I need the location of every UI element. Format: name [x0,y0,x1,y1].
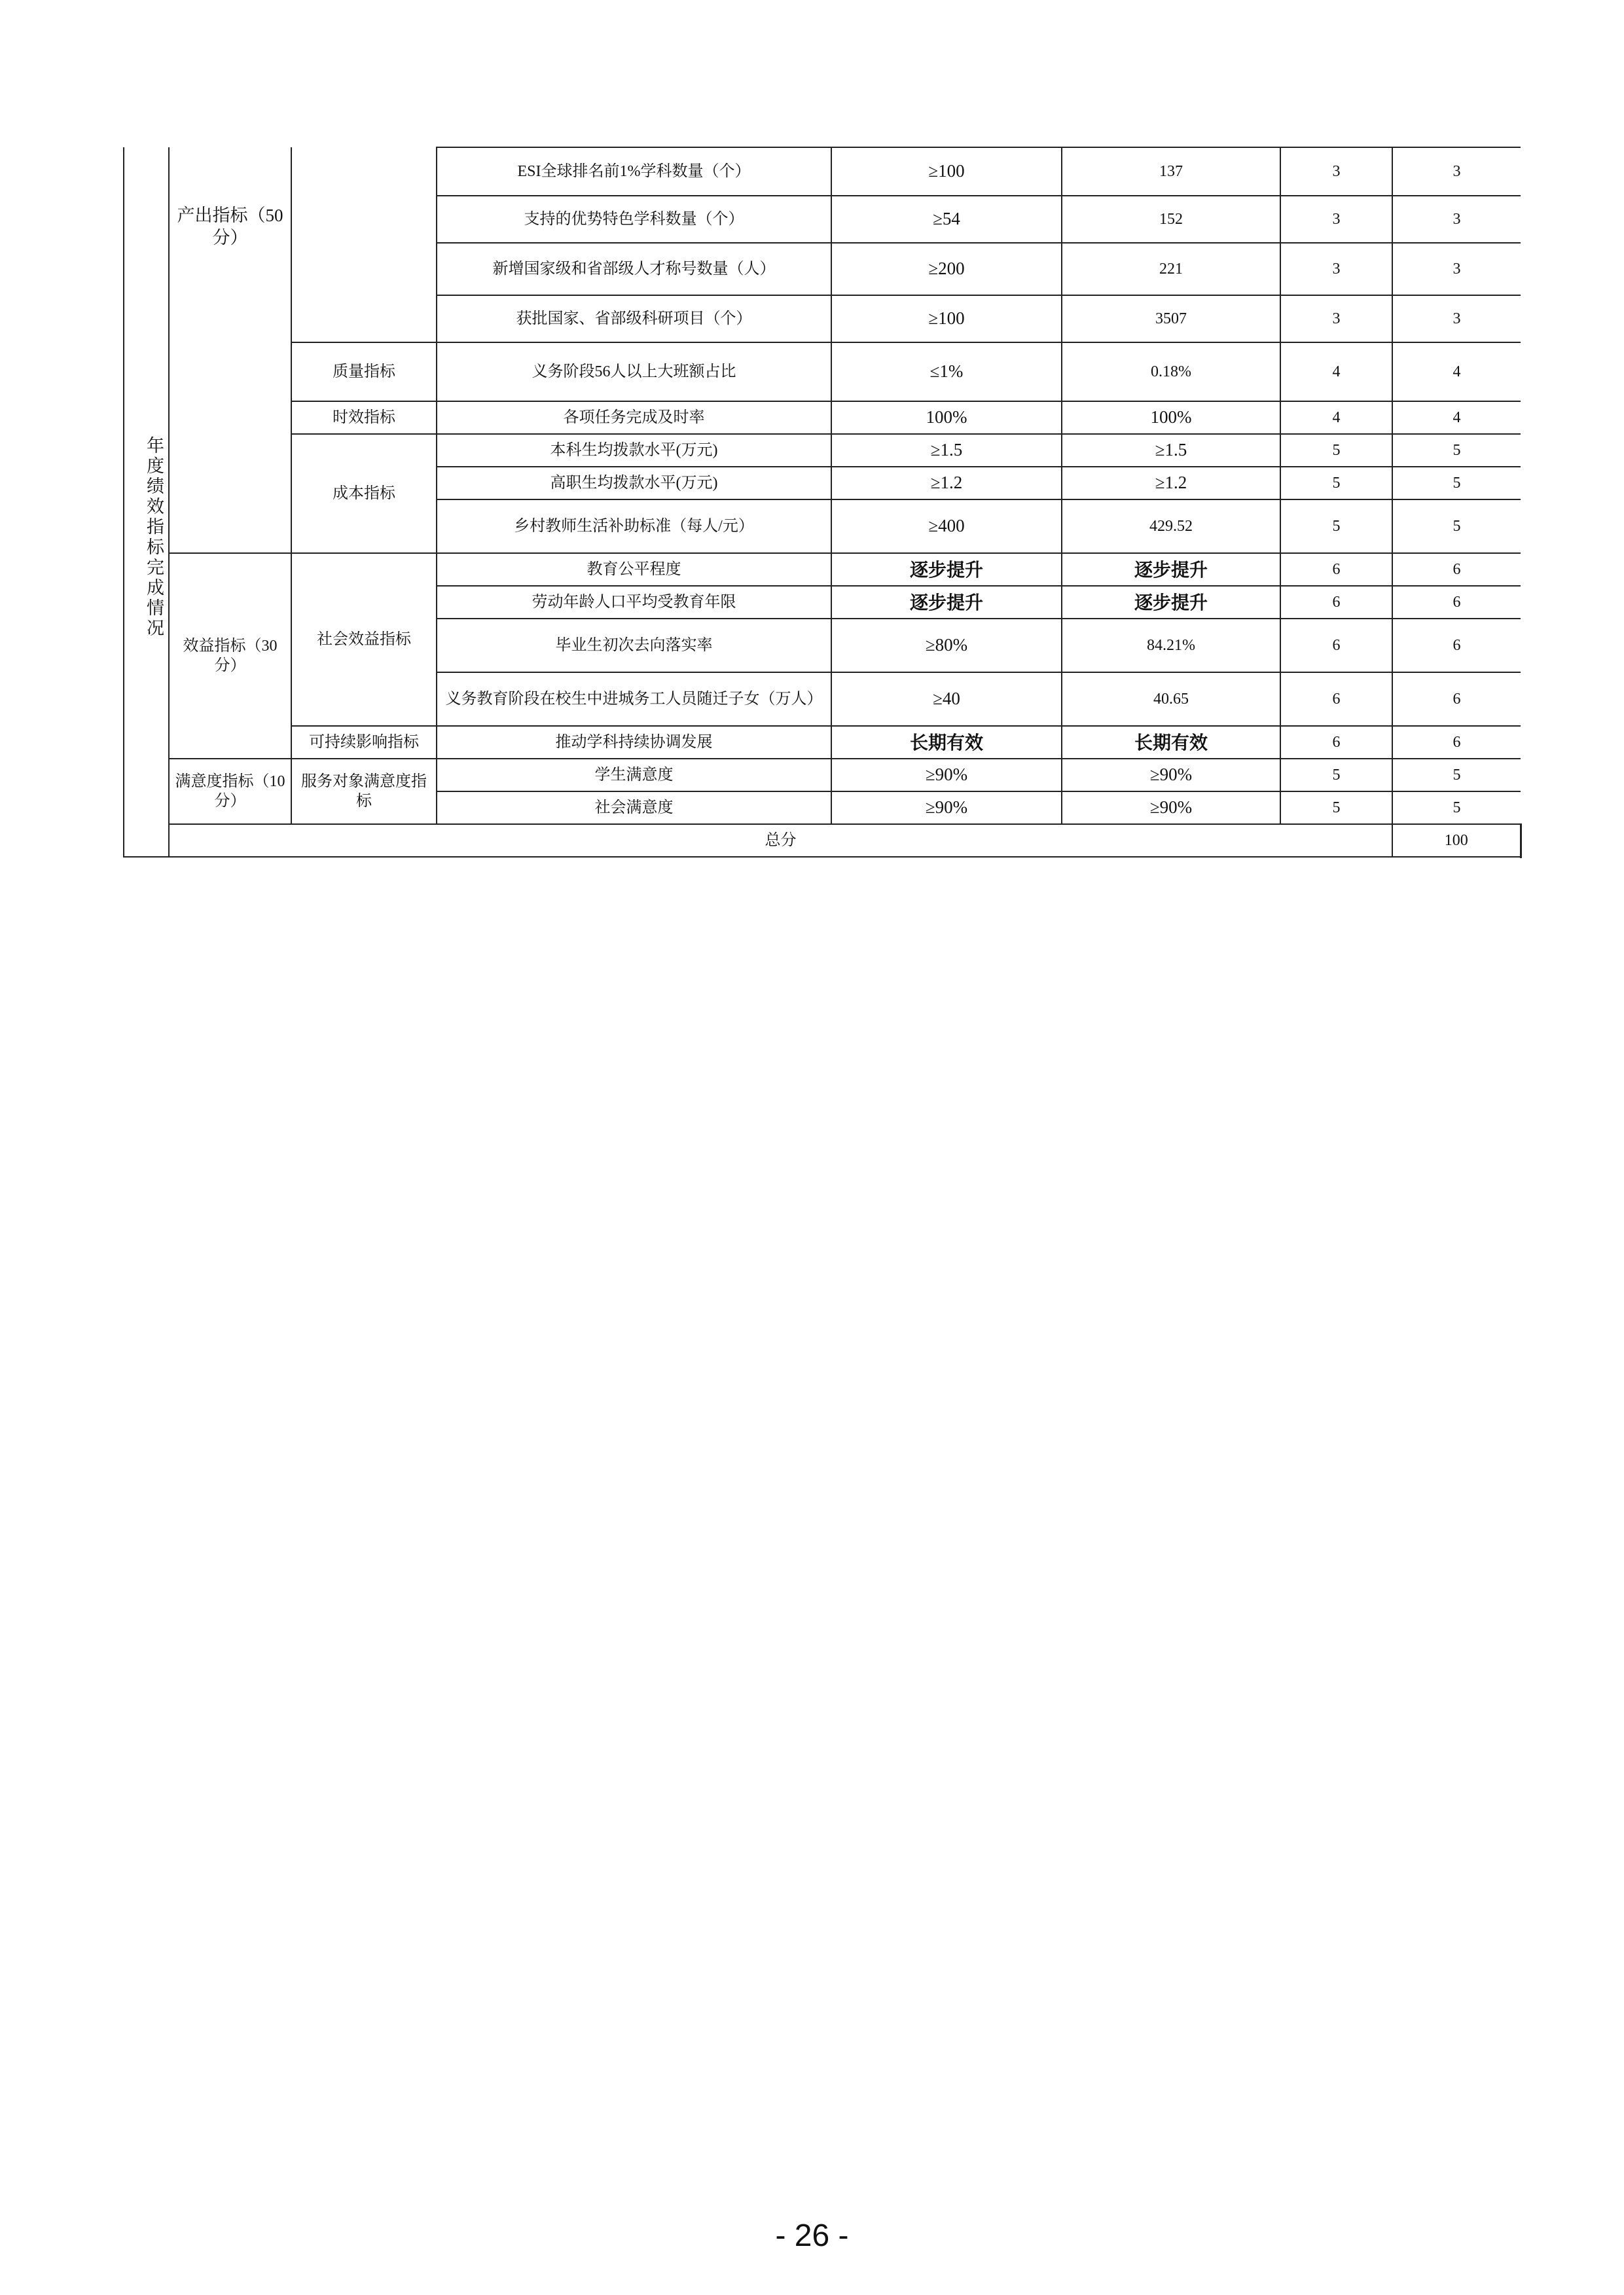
target-value: ≥100 [831,295,1062,342]
table-row [124,147,1521,196]
weight-value: 5 [1280,434,1392,467]
indicator-name: 毕业生初次去向落实率 [437,619,831,672]
indicator-name: 义务阶段56人以上大班额占比 [437,342,831,401]
target-value: ≥90% [831,791,1062,824]
weight-value: 6 [1280,672,1392,726]
target-value: 长期有效 [831,726,1062,759]
score-value: 5 [1392,467,1521,499]
target-value: ≥54 [831,196,1062,243]
level2-quality: 质量指标 [291,342,437,401]
target-value: ≥100 [831,147,1062,196]
actual-value: 逐步提升 [1062,586,1280,619]
actual-value: 137 [1062,147,1280,196]
indicator-name: 义务教育阶段在校生中进城务工人员随迁子女（万人） [437,672,831,726]
actual-value: 逐步提升 [1062,553,1280,586]
target-value: 逐步提升 [831,586,1062,619]
weight-value: 6 [1280,619,1392,672]
weight-value: 5 [1280,467,1392,499]
weight-value: 3 [1280,196,1392,243]
actual-value: 100% [1062,401,1280,434]
indicator-name: 本科生均拨款水平(万元) [437,434,831,467]
indicator-name: 教育公平程度 [437,553,831,586]
table-row [124,726,1521,759]
target-value: 100% [831,401,1062,434]
score-value: 3 [1392,147,1521,196]
table-row [124,401,1521,434]
level2-cost: 成本指标 [291,434,437,553]
weight-value: 4 [1280,401,1392,434]
actual-value: 429.52 [1062,499,1280,553]
target-value: ≥400 [831,499,1062,553]
actual-value: 152 [1062,196,1280,243]
total-row [124,824,1521,857]
indicator-name: 获批国家、省部级科研项目（个） [437,295,831,342]
actual-value: 3507 [1062,295,1280,342]
level1-benefit: 效益指标（30分） [169,553,291,759]
table-row [124,434,1521,467]
indicator-name: 劳动年龄人口平均受教育年限 [437,586,831,619]
actual-value: 40.65 [1062,672,1280,726]
indicator-name: ESI全球排名前1%学科数量（个） [437,147,831,196]
score-value: 3 [1392,243,1521,295]
indicator-name: 支持的优势特色学科数量（个） [437,196,831,243]
score-value: 3 [1392,196,1521,243]
score-value: 4 [1392,401,1521,434]
level2-sustainable: 可持续影响指标 [291,726,437,759]
target-value: ≥80% [831,619,1062,672]
weight-value: 6 [1280,553,1392,586]
level1-satisfaction: 满意度指标（10分） [169,759,291,824]
score-value: 5 [1392,791,1521,824]
level2-social: 社会效益指标 [291,553,437,726]
level1-output: 产出指标（50分） [169,147,291,553]
indicator-name: 推动学科持续协调发展 [437,726,831,759]
indicator-name: 社会满意度 [437,791,831,824]
weight-value: 6 [1280,586,1392,619]
weight-value: 5 [1280,759,1392,791]
target-value: ≥1.5 [831,434,1062,467]
section-label: 年度绩效指标完成情况 [124,147,169,857]
target-value: ≥200 [831,243,1062,295]
target-value: ≤1% [831,342,1062,401]
score-value: 6 [1392,553,1521,586]
level2-service: 服务对象满意度指标 [291,759,437,824]
weight-value: 4 [1280,342,1392,401]
table-row [124,553,1521,586]
target-value: ≥90% [831,759,1062,791]
actual-value: 84.21% [1062,619,1280,672]
score-value: 5 [1392,499,1521,553]
score-value: 5 [1392,759,1521,791]
table-row [124,342,1521,401]
weight-value: 3 [1280,243,1392,295]
target-value: ≥40 [831,672,1062,726]
indicator-name: 学生满意度 [437,759,831,791]
level2-quantity-blank [291,147,437,342]
actual-value: ≥1.2 [1062,467,1280,499]
indicator-name: 各项任务完成及时率 [437,401,831,434]
score-value: 4 [1392,342,1521,401]
score-value: 6 [1392,586,1521,619]
actual-value: 长期有效 [1062,726,1280,759]
weight-value: 5 [1280,791,1392,824]
target-value: 逐步提升 [831,553,1062,586]
actual-value: 0.18% [1062,342,1280,401]
score-value: 6 [1392,672,1521,726]
score-value: 5 [1392,434,1521,467]
performance-indicator-table [123,147,1522,858]
total-weight: 100 [1392,824,1521,857]
weight-value: 5 [1280,499,1392,553]
target-value: ≥1.2 [831,467,1062,499]
total-label: 总分 [169,824,1392,857]
score-value: 6 [1392,726,1521,759]
actual-value: ≥90% [1062,759,1280,791]
table-row [124,759,1521,791]
level2-timeliness: 时效指标 [291,401,437,434]
weight-value: 6 [1280,726,1392,759]
weight-value: 3 [1280,147,1392,196]
page-number: - 26 - [775,2218,849,2253]
score-value: 3 [1392,295,1521,342]
score-value: 6 [1392,619,1521,672]
indicator-name: 高职生均拨款水平(万元) [437,467,831,499]
actual-value: ≥1.5 [1062,434,1280,467]
indicator-name: 新增国家级和省部级人才称号数量（人） [437,243,831,295]
weight-value: 3 [1280,295,1392,342]
actual-value: ≥90% [1062,791,1280,824]
indicator-name: 乡村教师生活补助标准（每人/元） [437,499,831,553]
actual-value: 221 [1062,243,1280,295]
